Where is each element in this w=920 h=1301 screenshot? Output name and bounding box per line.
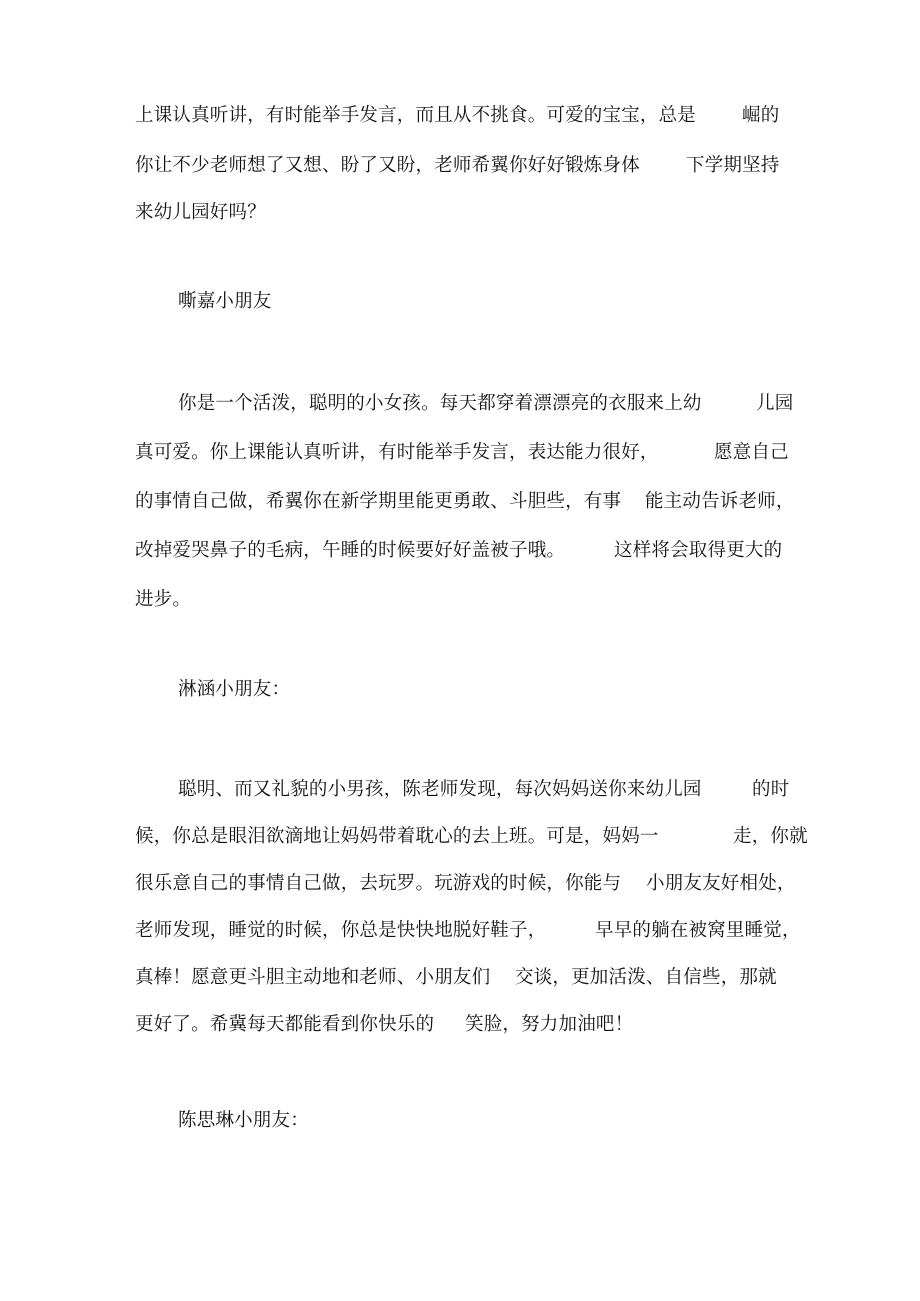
- paragraph-2-line-5: [0, 585, 920, 615]
- paragraph-2-line-3: [0, 487, 920, 517]
- text-segment: 老师发现，睡觉的时候，你总是快快地脱好鞋子，: [135, 920, 547, 941]
- text-segment: 上课认真听讲，有时能举手发言，而且从不挑食。可爱的宝宝，总是: [135, 105, 697, 126]
- text-segment: 早早的躺在被窝里睡觉，: [595, 920, 801, 941]
- paragraph-3-line-4: [0, 916, 920, 946]
- text-segment: 笑脸，努力加油吧！: [465, 1014, 634, 1035]
- paragraph-1-line-2: [0, 151, 920, 181]
- section-heading-2: [0, 675, 920, 705]
- text-segment: 崛的: [742, 105, 780, 126]
- paragraph-1-line-3: [0, 198, 920, 228]
- text-segment: 真可爱。你上课能认真听讲，有时能举手发言，表达能力很好，: [135, 442, 659, 463]
- text-segment: 儿园: [756, 393, 794, 414]
- text-segment: 候，你总是眼泪欲滴地让妈妈带着耽心的去上班。可是，妈妈一: [135, 826, 659, 847]
- text-segment: 你让不少老师想了又想、盼了又盼，老师希翼你好好锻炼身体: [135, 155, 640, 176]
- text-segment: 这样将会取得更大的: [614, 540, 783, 561]
- text-segment: 聪明、而又礼貌的小男孩，陈老师发现，每次妈妈送你来幼儿园: [178, 779, 702, 800]
- text-segment: 更好了。希冀每天都能看到你快乐的: [135, 1014, 435, 1035]
- text-segment: 交谈，更加活泼、自信些，那就: [515, 967, 777, 988]
- paragraph-2-line-1: [0, 389, 920, 419]
- paragraph-3-line-2: [0, 822, 920, 852]
- paragraph-3-line-3: [0, 869, 920, 899]
- text-segment: 来幼儿园好吗？: [135, 202, 266, 223]
- section-heading-1: [0, 287, 920, 317]
- text-segment: 能主动告诉老师，: [645, 491, 795, 512]
- paragraph-2-line-2: [0, 438, 920, 468]
- paragraph-1-line-1: [0, 101, 920, 131]
- text-segment: 你是一个活泼，聪明的小女孩。每天都穿着漂漂亮的衣服来上幼: [178, 393, 702, 414]
- heading-text: 陈思琳小朋友：: [178, 1110, 309, 1131]
- paragraph-3-line-5: [0, 963, 920, 993]
- paragraph-3-line-1: [0, 775, 920, 805]
- text-segment: 走，你就: [733, 826, 808, 847]
- text-segment: 真棒！愿意更斗胆主动地和老师、小朋友们: [135, 967, 491, 988]
- heading-text: 淋涵小朋友：: [178, 679, 291, 700]
- section-heading-3: [0, 1106, 920, 1136]
- text-segment: 改掉爱哭鼻子的毛病，午睡的时候要好好盖被子哦。: [135, 540, 566, 561]
- text-segment: 很乐意自己的事情自己做，去玩罗。玩游戏的时候，你能与: [135, 873, 622, 894]
- paragraph-3-line-6: [0, 1010, 920, 1040]
- text-segment: 的时: [752, 779, 790, 800]
- text-segment: 的事情自己做，希翼你在新学期里能更勇敢、斗胆些，有事: [135, 491, 622, 512]
- text-segment: 下学期坚持: [686, 155, 780, 176]
- paragraph-2-line-4: [0, 536, 920, 566]
- heading-text: 嘶嘉小朋友: [178, 291, 272, 312]
- text-segment: 进步。: [135, 589, 192, 610]
- text-segment: 小朋友友好相处，: [646, 873, 796, 894]
- text-segment: 愿意自己: [714, 442, 789, 463]
